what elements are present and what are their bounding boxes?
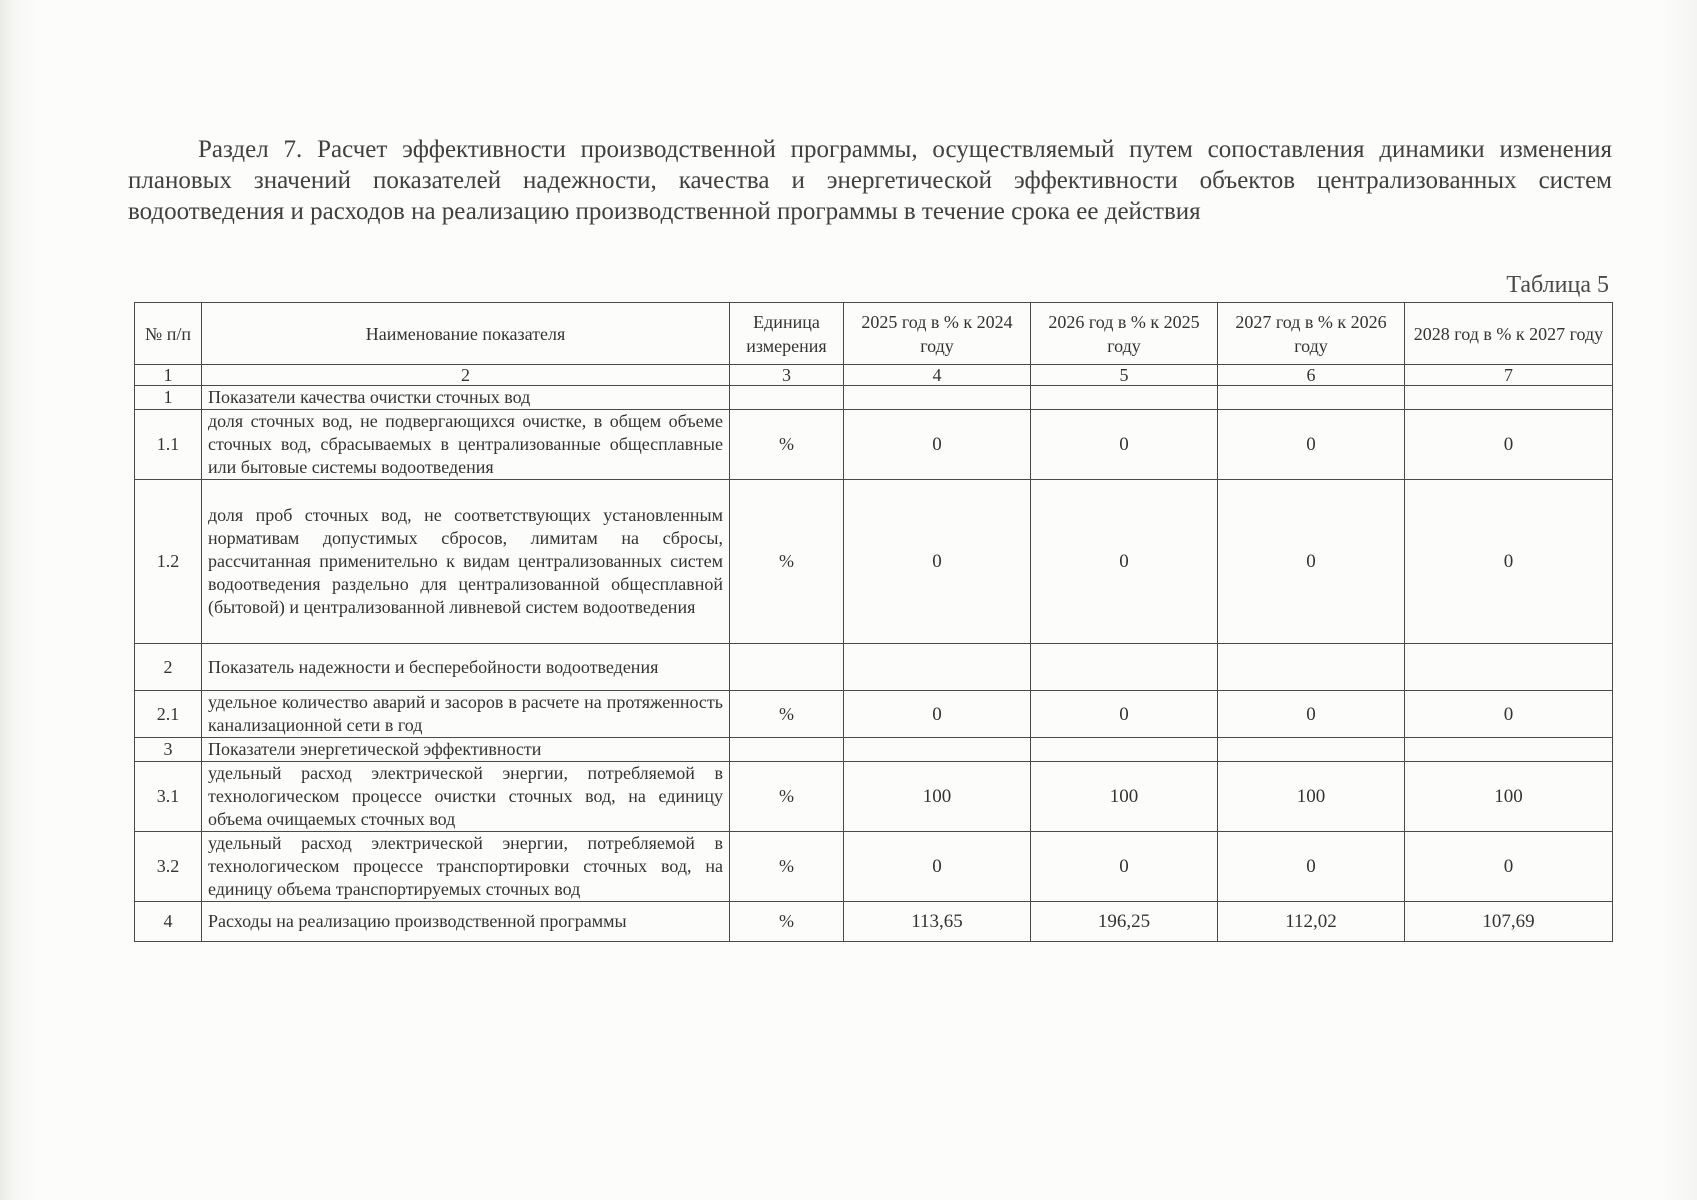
value-2028 (1405, 738, 1613, 762)
value-2025: 100 (844, 762, 1031, 832)
value-2028 (1405, 644, 1613, 691)
value-2027: 112,02 (1218, 902, 1405, 942)
value-2028: 100 (1405, 762, 1613, 832)
indicator-name: Показатель надежности и бесперебойности водоотведения (202, 644, 730, 691)
column-number: 7 (1405, 365, 1613, 386)
value-2026: 196,25 (1031, 902, 1218, 942)
row-number: 3.1 (135, 762, 202, 832)
value-2025 (844, 644, 1031, 691)
value-2027: 0 (1218, 832, 1405, 902)
table-row (135, 738, 1613, 762)
table-row (135, 902, 1613, 942)
header-2028: 2028 год в % к 2027 году (1405, 303, 1613, 365)
header-name: Наименование показателя (202, 303, 730, 365)
value-2027: 0 (1218, 410, 1405, 480)
table-row (135, 480, 1613, 644)
column-number: 4 (844, 365, 1031, 386)
value-2027 (1218, 386, 1405, 410)
value-2025: 0 (844, 410, 1031, 480)
section-heading: Раздел 7. Расчет эффективности производственной программы, осуществляемый путем сопоставления динамики изменения плановых значений показателей надежности, качества и энергетической эффективности объектов централизованных систем водоотведения и расходов на реализацию производственной программы в течение срока ее действия (128, 136, 1612, 225)
value-2027 (1218, 644, 1405, 691)
indicator-name: доля сточных вод, не подвергающихся очистке, в общем объеме сточных вод, сбрасываемых в централизованные общесплавные или бытовые системы водоотведения (202, 410, 730, 480)
value-2026 (1031, 386, 1218, 410)
header-2025: 2025 год в % к 2024 году (844, 303, 1031, 365)
column-number: 1 (135, 365, 202, 386)
value-2028: 0 (1405, 480, 1613, 644)
value-2028: 0 (1405, 691, 1613, 738)
indicator-name: Показатели качества очистки сточных вод (202, 386, 730, 410)
unit-cell: % (730, 480, 844, 644)
value-2027: 0 (1218, 480, 1405, 644)
row-number: 2.1 (135, 691, 202, 738)
column-number: 3 (730, 365, 844, 386)
row-number: 1 (135, 386, 202, 410)
unit-cell: % (730, 832, 844, 902)
indicator-name: Расходы на реализацию производственной программы (202, 902, 730, 942)
table-caption: Таблица 5 (1506, 272, 1609, 298)
value-2028 (1405, 386, 1613, 410)
row-number: 3 (135, 738, 202, 762)
unit-cell (730, 386, 844, 410)
row-number: 2 (135, 644, 202, 691)
value-2025 (844, 386, 1031, 410)
indicator-name: удельное количество аварий и засоров в расчете на протяженность канализационной сети в год (202, 691, 730, 738)
unit-cell: % (730, 902, 844, 942)
table-row (135, 386, 1613, 410)
column-number: 6 (1218, 365, 1405, 386)
value-2025: 0 (844, 480, 1031, 644)
value-2025: 113,65 (844, 902, 1031, 942)
unit-cell: % (730, 691, 844, 738)
value-2026 (1031, 644, 1218, 691)
value-2026 (1031, 738, 1218, 762)
table-row (135, 762, 1613, 832)
value-2028: 0 (1405, 410, 1613, 480)
value-2026: 0 (1031, 480, 1218, 644)
column-number: 5 (1031, 365, 1218, 386)
header-2026: 2026 год в % к 2025 году (1031, 303, 1218, 365)
header-2027: 2027 год в % к 2026 году (1218, 303, 1405, 365)
unit-cell (730, 738, 844, 762)
header-unit: Единица измерения (730, 303, 844, 365)
value-2026: 100 (1031, 762, 1218, 832)
value-2027 (1218, 738, 1405, 762)
unit-cell: % (730, 410, 844, 480)
indicator-name: доля проб сточных вод, не соответствующих установленным нормативам допустимых сбросов, лимитам на сбросы, рассчитанная применительно к видам централизованных систем водоотведения раздельно для централизованной общесплавной (бытовой) и централизованной ливневой систем водоотведения (202, 480, 730, 644)
column-number-row (135, 365, 1613, 386)
value-2028: 0 (1405, 832, 1613, 902)
table-row (135, 644, 1613, 691)
column-number: 2 (202, 365, 730, 386)
header-row (135, 303, 1613, 365)
value-2026: 0 (1031, 832, 1218, 902)
table-row (135, 410, 1613, 480)
row-number: 4 (135, 902, 202, 942)
value-2026: 0 (1031, 410, 1218, 480)
row-number: 3.2 (135, 832, 202, 902)
row-number: 1.1 (135, 410, 202, 480)
unit-cell (730, 644, 844, 691)
value-2026: 0 (1031, 691, 1218, 738)
unit-cell: % (730, 762, 844, 832)
value-2027: 100 (1218, 762, 1405, 832)
value-2028: 107,69 (1405, 902, 1613, 942)
value-2025: 0 (844, 832, 1031, 902)
value-2025: 0 (844, 691, 1031, 738)
value-2025 (844, 738, 1031, 762)
row-number: 1.2 (135, 480, 202, 644)
indicator-name: удельный расход электрической энергии, потребляемой в технологическом процессе очистки сточных вод, на единицу объема очищаемых сточных вод (202, 762, 730, 832)
header-num: № п/п (135, 303, 202, 365)
indicator-name: Показатели энергетической эффективности (202, 738, 730, 762)
table-row (135, 691, 1613, 738)
indicators-table (134, 302, 1613, 942)
indicator-name: удельный расход электрической энергии, потребляемой в технологическом процессе транспортировки сточных вод, на единицу объема транспортируемых сточных вод (202, 832, 730, 902)
table-row (135, 832, 1613, 902)
value-2027: 0 (1218, 691, 1405, 738)
